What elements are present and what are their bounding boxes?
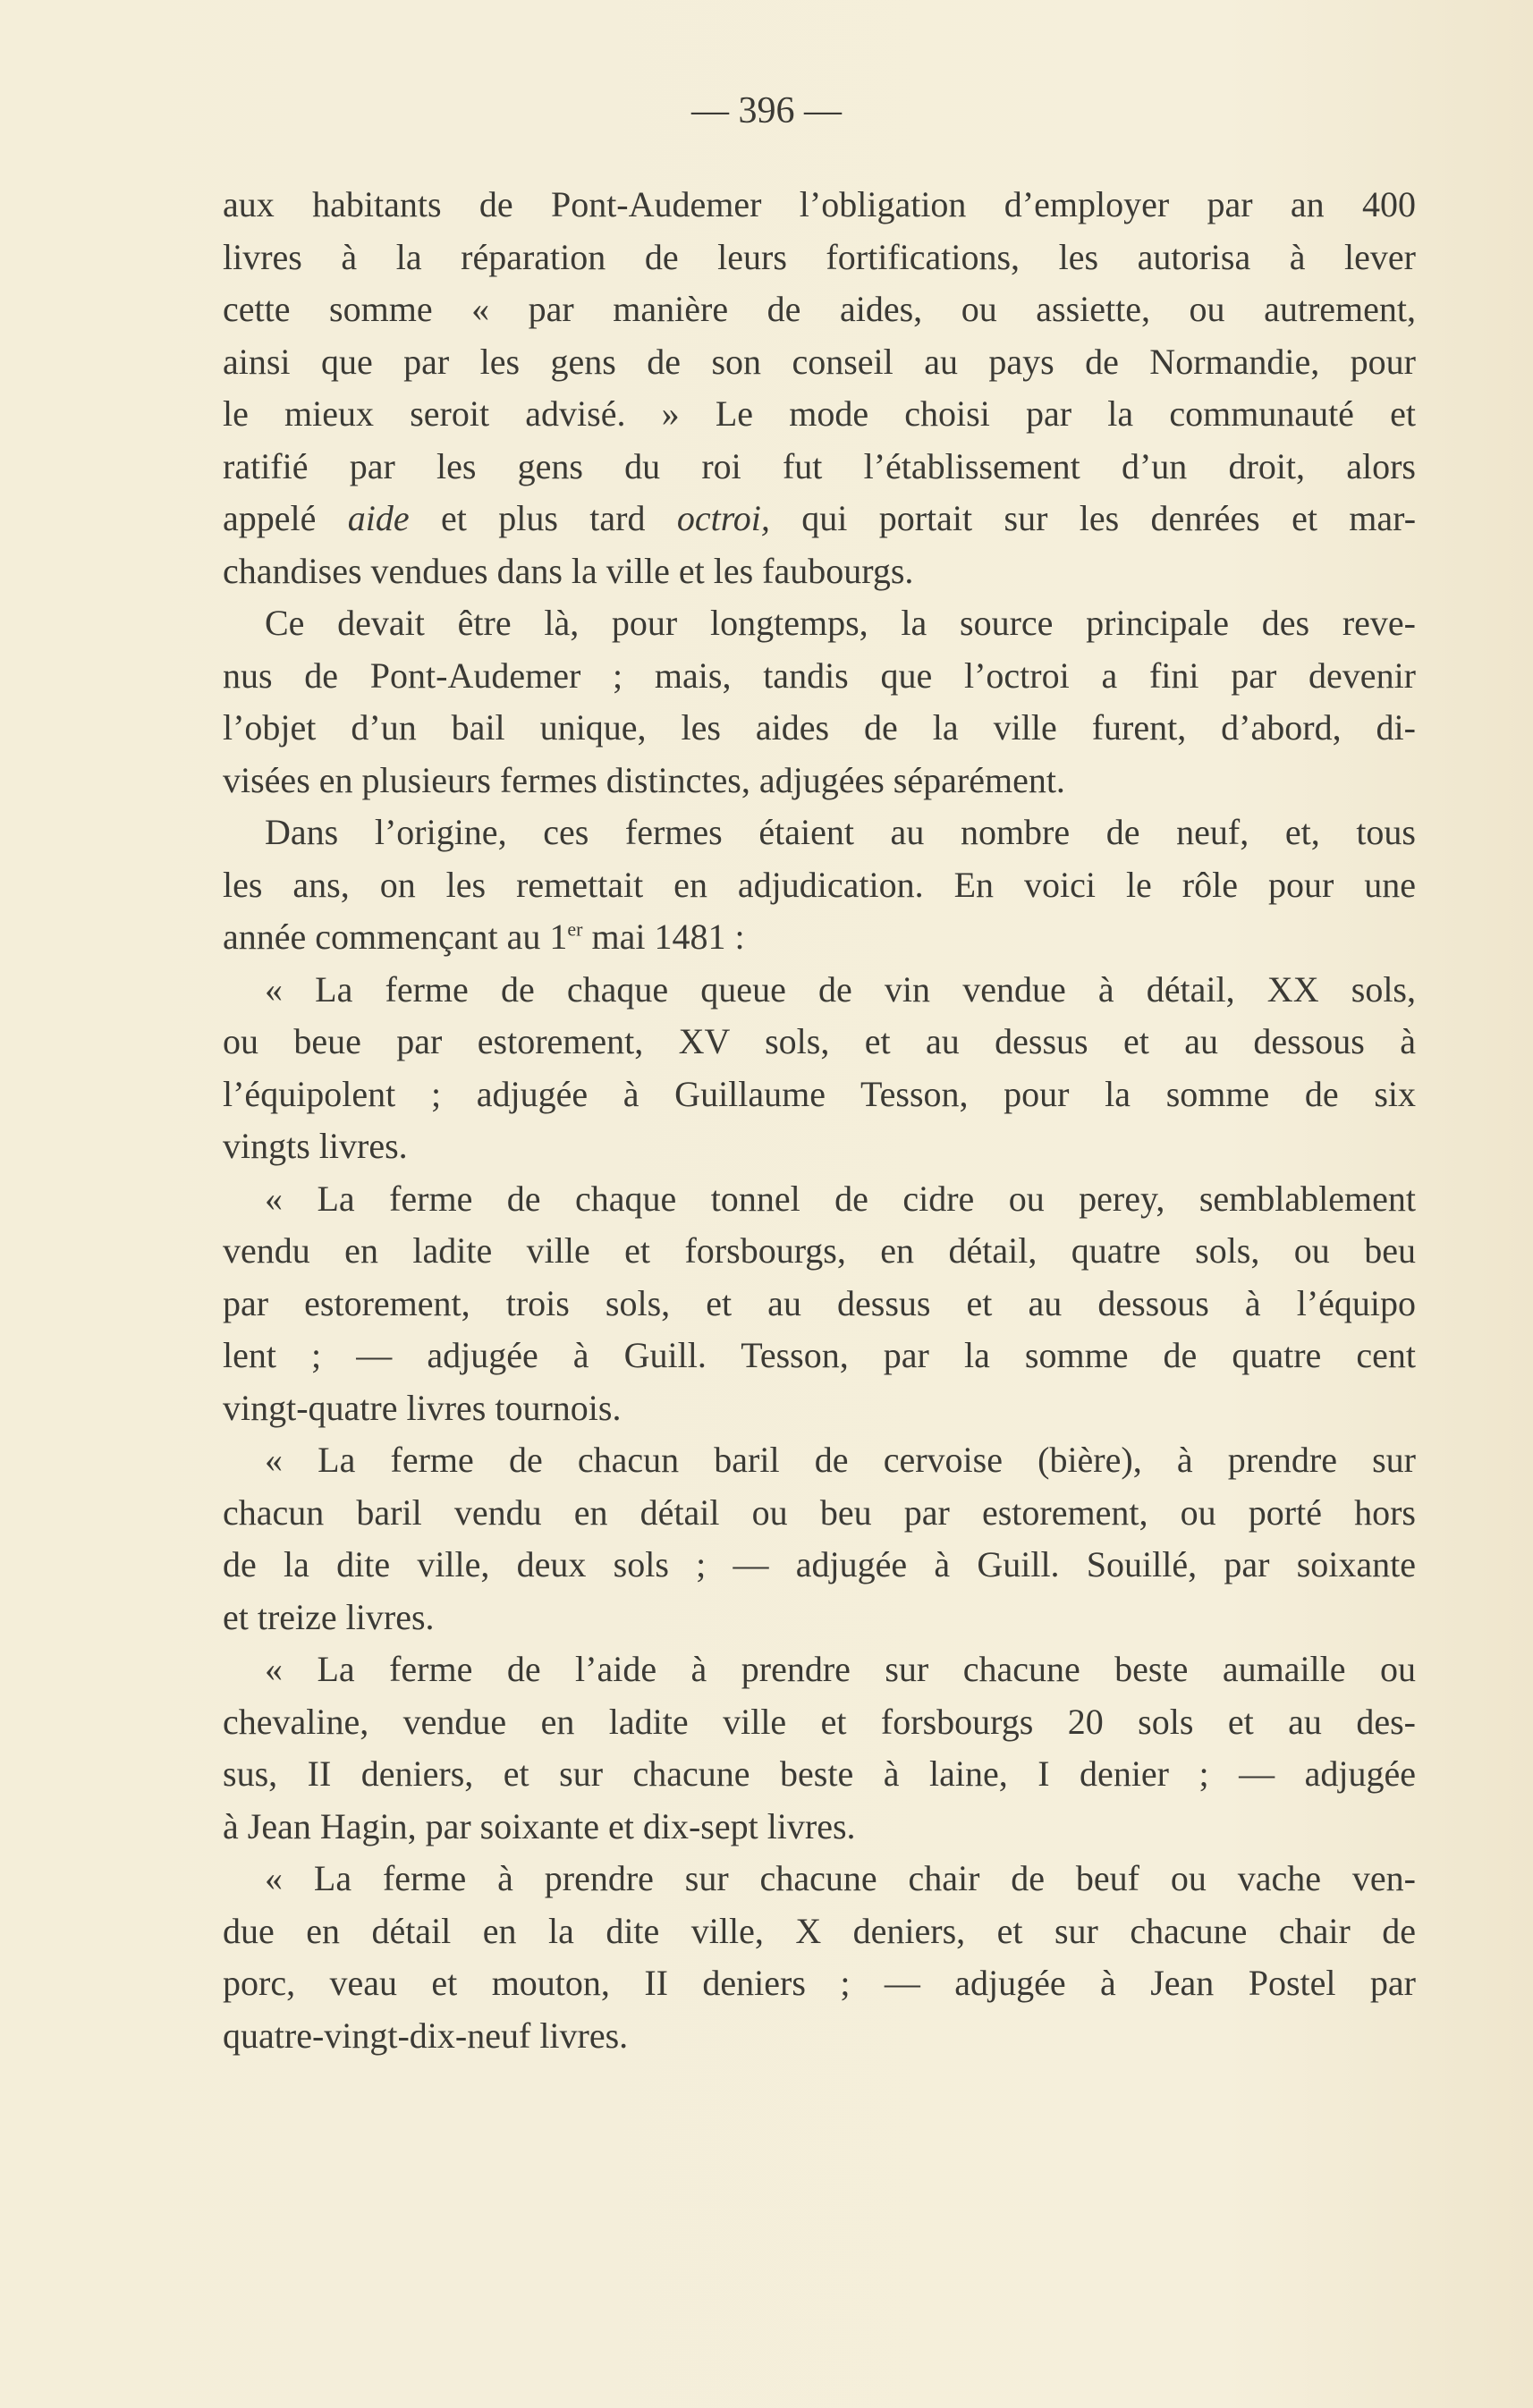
text-line: sus, II deniers, et sur chacune beste à laine, I denier ; — adjugée [223,1753,1416,1794]
text-line: ratifié par les gens du roi fut l’établissement d’un droit, alors [223,445,1416,486]
text-line: « La ferme de l’aide à prendre sur chacune beste aumaille ou [265,1649,1416,1689]
body-text [223,179,1416,2062]
text-line: chandises vendues dans la ville et les faubourgs. [223,550,914,591]
page-number: — 396 — [691,90,842,131]
text-line: livres à la réparation de leurs fortifications, les autorisa à lever [223,236,1416,277]
text-line: quatre-vingt-dix-neuf livres. [223,2015,629,2056]
text-line: ou beue par estorement, XV sols, et au dessus et au dessous à [223,1021,1416,1061]
text-line: à Jean Hagin, par soixante et dix-sept livres. [223,1805,856,1846]
text-line: porc, veau et mouton, II deniers ; — adjugée à Jean Postel par [223,1963,1416,2003]
text-line: « La ferme de chacun baril de cervoise (bière), à prendre sur [265,1440,1416,1480]
text-line: chacun baril vendu en détail ou beu par estorement, ou porté hors [223,1491,1416,1533]
text-line: nus de Pont-Audemer ; mais, tandis que l’octroi a fini par devenir [223,655,1416,696]
text-line: appelé aide et plus tard octroi, qui portait sur les denrées et mar- [223,498,1417,538]
text-line: chevaline, vendue en ladite ville et forsbourgs 20 sols et au des- [223,1701,1416,1742]
text-line: vingt-quatre livres tournois. [223,1387,622,1428]
text-line: Dans l’origine, ces fermes étaient au nombre de neuf, et, tous [265,812,1416,852]
text-line: Ce devait être là, pour longtemps, la source principale des reve- [265,603,1416,643]
text-line: vendu en ladite ville et forsbourgs, en détail, quatre sols, ou beu [223,1230,1416,1271]
text-line: due en détail en la dite ville, X deniers, et sur chacune chair de [223,1910,1416,1951]
text-line: le mieux seroit advisé. » Le mode choisi par la communauté et [223,393,1416,434]
text-line: de la dite ville, deux sols ; — adjugée à Guill. Souillé, par soixante [223,1544,1416,1584]
text-line: cette somme « par manière de aides, ou assiette, ou autrement, [223,289,1416,329]
text-line: année commençant au 1er mai 1481 : [223,917,745,957]
text-line: et treize livres. [223,1596,435,1637]
text-line: visées en plusieurs fermes distinctes, adjugées séparément. [223,759,1065,800]
text-line: « La ferme à prendre sur chacune chair de beuf ou vache ven- [265,1858,1416,1898]
text-line: l’équipolent ; adjugée à Guillaume Tesson, pour la somme de six [223,1073,1416,1114]
text-line: l’objet d’un bail unique, les aides de la ville furent, d’abord, di- [223,707,1416,748]
text-line: lent ; — adjugée à Guill. Tesson, par la somme de quatre cent [223,1335,1416,1375]
text-line: par estorement, trois sols, et au dessus et au dessous à l’équipo [223,1282,1416,1323]
text-line: les ans, on les remettait en adjudication. En voici le rôle pour une [223,864,1416,905]
text-line: aux habitants de Pont-Audemer l’obligation d’employer par an 400 [223,184,1416,224]
text-line: « La ferme de chaque queue de vin vendue à détail, XX sols, [265,968,1416,1010]
text-line: « La ferme de chaque tonnel de cidre ou perey, semblablement [265,1178,1416,1219]
text-line: vingts livres. [223,1126,408,1166]
text-line: ainsi que par les gens de son conseil au pays de Normandie, pour [223,341,1416,382]
